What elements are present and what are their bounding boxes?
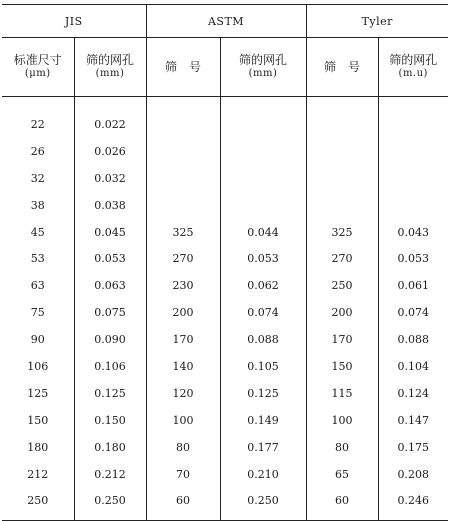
cell-jis-aperture: 0.150 (74, 407, 146, 434)
cell-astm-aperture: 0.088 (220, 326, 306, 353)
header-jis-aperture (74, 38, 146, 97)
cell-astm-mesh: 200 (146, 299, 220, 326)
cell-astm-mesh: 325 (146, 219, 220, 246)
header-astm-aperture (220, 38, 306, 97)
cell-astm-aperture (220, 111, 306, 138)
cell-jis-aperture: 0.022 (74, 111, 146, 138)
cell-jis-size: 212 (2, 461, 74, 488)
cell-jis-size: 53 (2, 245, 74, 272)
cell-jis-aperture: 0.250 (74, 487, 146, 514)
cell-jis-size: 38 (2, 192, 74, 219)
cell-tyler-mesh: 150 (306, 353, 378, 380)
group-header-row (2, 5, 448, 38)
header-astm-mesh: 筛 号 (146, 38, 220, 97)
cell-tyler-mesh: 170 (306, 326, 378, 353)
cell-jis-aperture: 0.032 (74, 165, 146, 192)
cell-jis-aperture: 0.026 (74, 138, 146, 165)
cell-astm-mesh: 60 (146, 487, 220, 514)
cell-tyler-aperture: 0.088 (397, 333, 430, 347)
cell-tyler-mesh (306, 165, 378, 192)
cell-astm-aperture (220, 138, 306, 165)
cell-astm-mesh: 70 (146, 461, 220, 488)
header-tyler-aperture (378, 38, 448, 97)
cell-tyler-mesh: 80 (306, 434, 378, 461)
group-header-jis: JIS (2, 5, 146, 38)
cell-jis-size: 32 (2, 165, 74, 192)
table-row (2, 245, 448, 272)
cell-tyler-aperture: 0.246 (397, 494, 430, 508)
cell-tyler-mesh: 115 (306, 380, 378, 407)
group-header-tyler: Tyler (306, 5, 448, 38)
cell-astm-aperture: 0.053 (220, 245, 306, 272)
cell-tyler-mesh: 200 (306, 299, 378, 326)
sub-header-row (2, 38, 448, 97)
cell-tyler-aperture (378, 192, 448, 219)
cell-jis-aperture: 0.212 (74, 461, 146, 488)
table-row (2, 299, 448, 326)
cell-astm-aperture: 0.177 (220, 434, 306, 461)
cell-astm-aperture: 0.074 (220, 299, 306, 326)
cell-astm-mesh (146, 111, 220, 138)
spacer-row (2, 514, 448, 521)
table-row (2, 353, 448, 380)
cell-tyler-aperture (378, 138, 448, 165)
cell-tyler-aperture (378, 111, 448, 138)
cell-astm-mesh: 100 (146, 407, 220, 434)
cell-tyler-aperture: 0.053 (397, 252, 430, 266)
cell-jis-size: 180 (2, 434, 74, 461)
header-jis-size (2, 38, 74, 97)
cell-jis-size: 26 (2, 138, 74, 165)
cell-astm-mesh (146, 165, 220, 192)
table-row (2, 407, 448, 434)
cell-astm-aperture (220, 165, 306, 192)
cell-astm-aperture: 0.125 (220, 380, 306, 407)
cell-astm-mesh: 270 (146, 245, 220, 272)
cell-jis-size: 125 (2, 380, 74, 407)
cell-tyler-aperture: 0.061 (397, 279, 430, 293)
cell-jis-aperture: 0.045 (74, 219, 146, 246)
cell-astm-mesh: 120 (146, 380, 220, 407)
cell-tyler-mesh: 325 (306, 219, 378, 246)
cell-astm-mesh: 140 (146, 353, 220, 380)
header-tyler-aperture-unit: (m.u) (398, 68, 428, 79)
group-header-astm: ASTM (146, 5, 306, 38)
cell-tyler-aperture: 0.208 (397, 467, 430, 481)
cell-tyler-mesh (306, 138, 378, 165)
cell-jis-aperture: 0.125 (74, 380, 146, 407)
cell-astm-mesh (146, 138, 220, 165)
cell-jis-aperture: 0.053 (74, 245, 146, 272)
header-jis-size-unit: (μm) (24, 68, 51, 79)
cell-jis-size: 45 (2, 219, 74, 246)
cell-tyler-aperture: 0.124 (397, 386, 430, 400)
spacer-row (2, 97, 448, 112)
table-body (2, 97, 448, 521)
cell-tyler-mesh: 270 (306, 245, 378, 272)
cell-jis-size: 250 (2, 487, 74, 514)
header-jis-aperture-unit: (mm) (95, 68, 125, 79)
table-row (2, 326, 448, 353)
cell-astm-mesh (146, 192, 220, 219)
cell-jis-size: 75 (2, 299, 74, 326)
cell-jis-aperture: 0.106 (74, 353, 146, 380)
table-row (2, 272, 448, 299)
cell-jis-size: 22 (2, 111, 74, 138)
table-row (2, 380, 448, 407)
table-row (2, 111, 448, 138)
cell-jis-aperture: 0.180 (74, 434, 146, 461)
cell-tyler-mesh (306, 111, 378, 138)
sieve-comparison-table (2, 4, 448, 521)
cell-astm-aperture: 0.210 (220, 461, 306, 488)
cell-astm-aperture: 0.149 (220, 407, 306, 434)
table-row (2, 434, 448, 461)
cell-astm-mesh: 230 (146, 272, 220, 299)
cell-tyler-aperture: 0.074 (397, 306, 430, 320)
table-row (2, 461, 448, 488)
header-astm-aperture-unit: (mm) (248, 68, 278, 79)
header-jis-size-label: 标准尺寸 (13, 53, 62, 67)
header-astm-aperture-label: 筛的网孔 (239, 53, 288, 67)
cell-astm-aperture: 0.062 (220, 272, 306, 299)
table-row (2, 165, 448, 192)
cell-astm-mesh: 80 (146, 434, 220, 461)
cell-tyler-mesh: 65 (306, 461, 378, 488)
cell-jis-size: 90 (2, 326, 74, 353)
cell-tyler-aperture: 0.043 (397, 225, 430, 239)
cell-tyler-aperture: 0.104 (397, 359, 430, 373)
cell-astm-aperture: 0.044 (220, 219, 306, 246)
cell-astm-aperture: 0.250 (220, 487, 306, 514)
cell-jis-aperture: 0.075 (74, 299, 146, 326)
cell-tyler-mesh: 100 (306, 407, 378, 434)
table-row (2, 138, 448, 165)
cell-tyler-mesh (306, 192, 378, 219)
cell-astm-mesh: 170 (146, 326, 220, 353)
cell-tyler-aperture: 0.175 (397, 440, 430, 454)
header-jis-aperture-label: 筛的网孔 (86, 53, 135, 67)
cell-jis-size: 150 (2, 407, 74, 434)
table-row (2, 192, 448, 219)
cell-jis-size: 106 (2, 353, 74, 380)
cell-tyler-mesh: 60 (306, 487, 378, 514)
cell-tyler-aperture: 0.147 (397, 413, 430, 427)
cell-astm-aperture: 0.105 (220, 353, 306, 380)
cell-astm-aperture (220, 192, 306, 219)
cell-jis-size: 63 (2, 272, 74, 299)
cell-jis-aperture: 0.038 (74, 192, 146, 219)
table-row (2, 219, 448, 246)
cell-jis-aperture: 0.090 (74, 326, 146, 353)
cell-tyler-mesh: 250 (306, 272, 378, 299)
cell-tyler-aperture (378, 165, 448, 192)
header-tyler-aperture-label: 筛的网孔 (389, 53, 438, 67)
cell-jis-aperture: 0.063 (74, 272, 146, 299)
header-tyler-mesh: 筛 号 (306, 38, 378, 97)
